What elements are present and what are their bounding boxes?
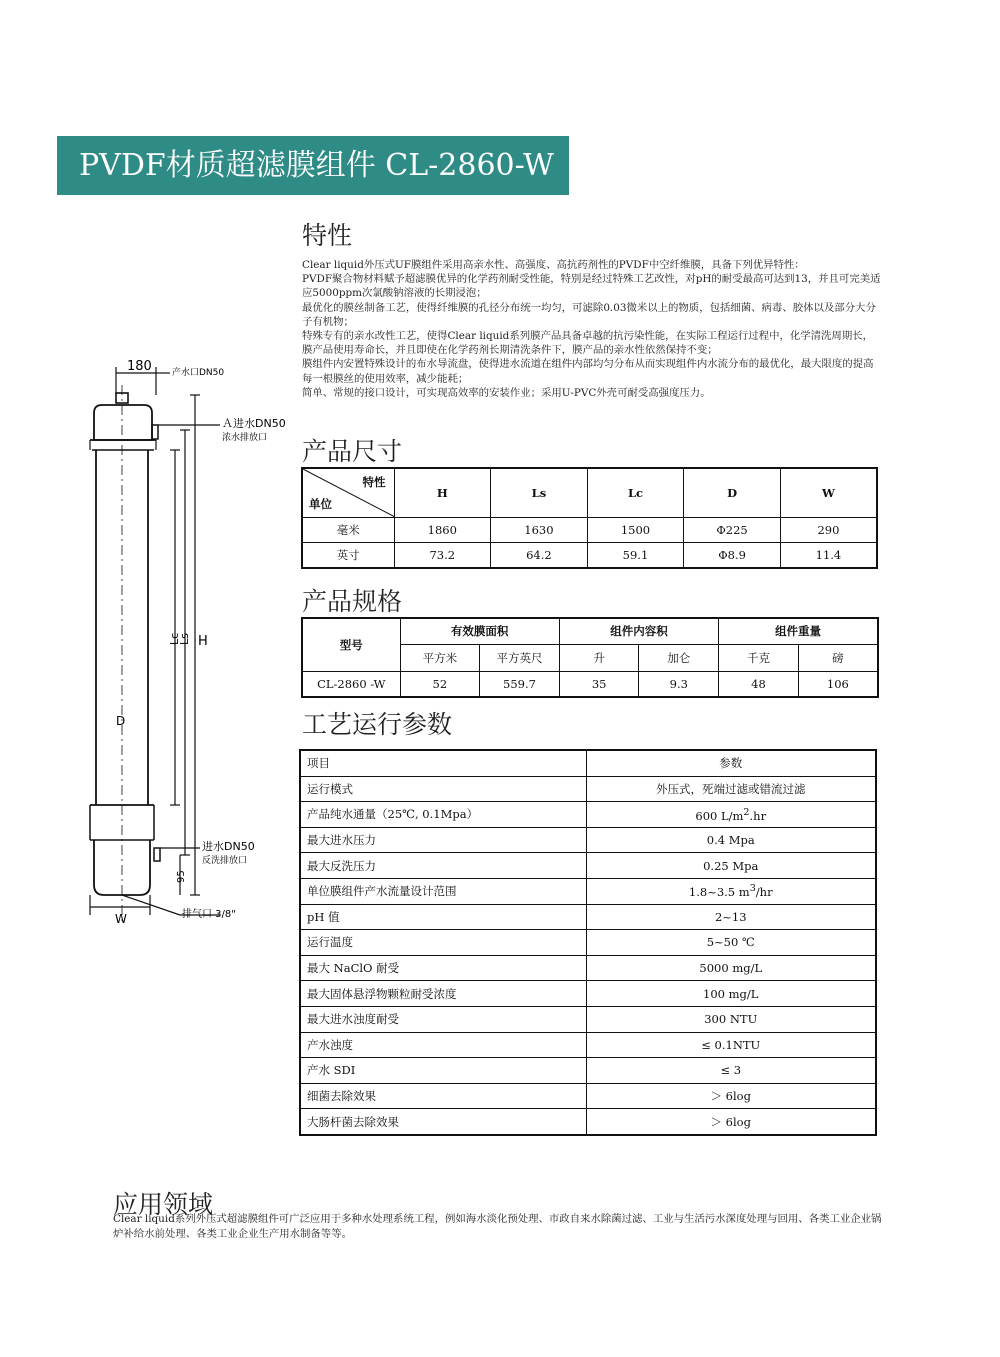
params-table [299, 749, 877, 1136]
module-drawing [80, 355, 290, 930]
column-header: D [684, 468, 781, 518]
corner-top-label: 特性 [362, 475, 386, 489]
param-item: 大肠杆菌去除效果 [300, 1109, 586, 1135]
param-value: 100 mg/L [586, 981, 876, 1007]
param-item: 最大 NaClO 耐受 [300, 955, 586, 981]
table-cell: 1630 [491, 518, 588, 543]
unit-header: 平方米 [400, 644, 480, 671]
dim-ls-label: Ls [178, 633, 191, 645]
top-port-label: 产水口DN50 [172, 368, 225, 378]
param-item: 最大进水浊度耐受 [300, 1006, 586, 1032]
table-row [300, 853, 876, 879]
table-row [302, 618, 878, 644]
table-cell: 1500 [587, 518, 684, 543]
dimensions-table [301, 467, 878, 569]
unit-cell: 毫米 [302, 518, 394, 543]
features-heading: 特性 [302, 221, 353, 250]
table-row [300, 1006, 876, 1032]
param-item: 细菌去除效果 [300, 1083, 586, 1109]
features-paragraph: 特殊专有的亲水改性工艺，使得Clear liquid系列膜产品具备卓越的抗污染性能，在实际工程运行过程中，化学清洗周期长，膜产品使用寿命长，并且即使在化学药剂长期清洗条件下，膜产品的亲水性依然保持不变； [302, 330, 873, 357]
table-row [300, 1109, 876, 1135]
param-value: 2~13 [586, 904, 876, 930]
model-header: 型号 [302, 618, 400, 671]
param-value-main: 600 L/m [695, 808, 744, 823]
column-header: W [780, 468, 877, 518]
param-item: 最大反洗压力 [300, 853, 586, 879]
param-value-main: 1.8~3.5 m [688, 885, 750, 900]
side-port-label: Ａ进水DN50 [222, 417, 286, 430]
page-title: PVDF材质超滤膜组件 CL-2860-W [57, 136, 569, 195]
param-value-sup: 3 [749, 883, 756, 895]
param-value: 0.25 Mpa [586, 853, 876, 879]
param-value: ＞ 6log [586, 1083, 876, 1109]
column-header: Lc [587, 468, 684, 518]
param-value [586, 878, 876, 904]
column-header: H [394, 468, 491, 518]
param-value: 外压式，死端过滤或错流过滤 [586, 776, 876, 802]
unit-header: 平方英尺 [480, 644, 560, 671]
table-cell: 11.4 [780, 543, 877, 568]
table-row [300, 776, 876, 802]
table-cell: 64.2 [491, 543, 588, 568]
dim-95-label: 95 [176, 870, 187, 883]
features-text [302, 258, 882, 400]
table-cell: Φ8.9 [684, 543, 781, 568]
table-cell: 48 [719, 671, 799, 697]
dim-w-label: W [115, 912, 127, 926]
applications-heading: 应用领域 [113, 1190, 214, 1219]
table-cell: 106 [798, 671, 878, 697]
param-value: ≤ 3 [586, 1058, 876, 1084]
table-row [300, 1083, 876, 1109]
unit-header: 加仑 [639, 644, 719, 671]
features-paragraph: 膜组件内安置特殊设计的布水导流盘，使得进水流道在组件内部均匀分布从而实现组件内水流分布的最优化，最大限度的提高每一根膜丝的使用效率，减少能耗； [302, 358, 874, 385]
table-row [300, 981, 876, 1007]
param-value: 5000 mg/L [586, 955, 876, 981]
param-item: 单位膜组件产水流量设计范围 [300, 878, 586, 904]
param-value: 300 NTU [586, 1006, 876, 1032]
applications-text: Clear liquid系列外压式超滤膜组件可广泛应用于多种水处理系统工程，例如海水淡化预处理、市政自来水除菌过滤、工业与生活污水深度处理与回用、各类工业企业锅炉补给水前处理、各类工业企业生产用水制备等等。 [113, 1213, 882, 1240]
features-paragraph: PVDF聚合物材料赋予超滤膜优异的化学药剂耐受性能，特别是经过特殊工艺改性，对pH的耐受最高可达到13，并且可完美适应5000ppm次氯酸钠溶液的长期浸泡； [302, 273, 881, 300]
table-cell: 9.3 [639, 671, 719, 697]
drain-port-label: 排气口 3/8" [182, 909, 236, 920]
param-value-suffix: .hr [749, 808, 767, 823]
param-item: 运行温度 [300, 930, 586, 956]
features-paragraph: Clear liquid外压式UF膜组件采用高亲水性、高强度、高抗药剂性的PVDF中空纤维膜，具备下列优异特性： [302, 259, 805, 271]
group-header: 组件重量 [719, 618, 878, 644]
table-row [302, 671, 878, 697]
param-value: ＞ 6log [586, 1109, 876, 1135]
table-row [300, 750, 876, 776]
param-item: 最大进水压力 [300, 827, 586, 853]
table-cell: 59.1 [587, 543, 684, 568]
param-value-suffix: /hr [755, 885, 773, 900]
bottom-port-label: 进水DN50 [202, 840, 255, 853]
param-item: 产水浊度 [300, 1032, 586, 1058]
bottom-port-sub-label: 反洗排放口 [202, 856, 248, 866]
specs-heading: 产品规格 [302, 587, 403, 616]
table-cell: 35 [559, 671, 639, 697]
features-paragraph: 最优化的膜丝制备工艺，使得纤维膜的孔径分布统一均匀，可滤除0.03微米以上的物质，包括细菌、病毒、胶体以及部分大分子有机物； [302, 301, 876, 328]
param-value-sup: 2 [743, 806, 750, 818]
param-item: pH 值 [300, 904, 586, 930]
params-header-item: 项目 [300, 750, 586, 776]
table-row [300, 904, 876, 930]
param-value [586, 802, 876, 828]
unit-header: 磅 [798, 644, 878, 671]
side-port-sub-label: 浓水排放口 [222, 433, 268, 443]
table-cell: 559.7 [480, 671, 560, 697]
unit-cell: 英寸 [302, 543, 394, 568]
dim-lc-label: Lc [168, 632, 181, 645]
dim-h-label: H [198, 634, 208, 649]
params-heading: 工艺运行参数 [302, 710, 453, 739]
dim-180-label: 180 [127, 359, 152, 374]
corner-bottom-label: 单位 [309, 497, 332, 511]
table-cell: 73.2 [394, 543, 491, 568]
param-value: 0.4 Mpa [586, 827, 876, 853]
column-header: Ls [491, 468, 588, 518]
group-header: 有效膜面积 [400, 618, 559, 644]
features-paragraph: 简单、常规的接口设计，可实现高效率的安装作业；采用U-PVC外壳可耐受高强度压力。 [302, 386, 711, 399]
table-row [300, 1058, 876, 1084]
table-cell: 290 [780, 518, 877, 543]
table-row [302, 468, 877, 518]
table-row [300, 802, 876, 828]
table-row [300, 1032, 876, 1058]
table-cell: 1860 [394, 518, 491, 543]
table-row [302, 518, 877, 543]
unit-header: 升 [559, 644, 639, 671]
param-value: 5~50 ℃ [586, 930, 876, 956]
table-row [300, 878, 876, 904]
dimensions-heading: 产品尺寸 [302, 437, 403, 466]
table-row [302, 543, 877, 568]
dim-d-label: D [116, 714, 126, 728]
group-header: 组件内容积 [559, 618, 718, 644]
model-cell: CL-2860 -W [302, 671, 400, 697]
corner-cell [302, 468, 394, 518]
param-item: 产水 SDI [300, 1058, 586, 1084]
unit-header: 千克 [719, 644, 799, 671]
params-header-value: 参数 [586, 750, 876, 776]
param-item: 产品纯水通量（25℃, 0.1Mpa） [300, 802, 586, 828]
specs-table [301, 617, 879, 698]
table-cell: 52 [400, 671, 480, 697]
table-row [300, 827, 876, 853]
table-row [300, 955, 876, 981]
table-row [300, 930, 876, 956]
table-cell: Φ225 [684, 518, 781, 543]
param-item: 运行模式 [300, 776, 586, 802]
param-item: 最大固体悬浮物颗粒耐受浓度 [300, 981, 586, 1007]
param-value: ≤ 0.1NTU [586, 1032, 876, 1058]
